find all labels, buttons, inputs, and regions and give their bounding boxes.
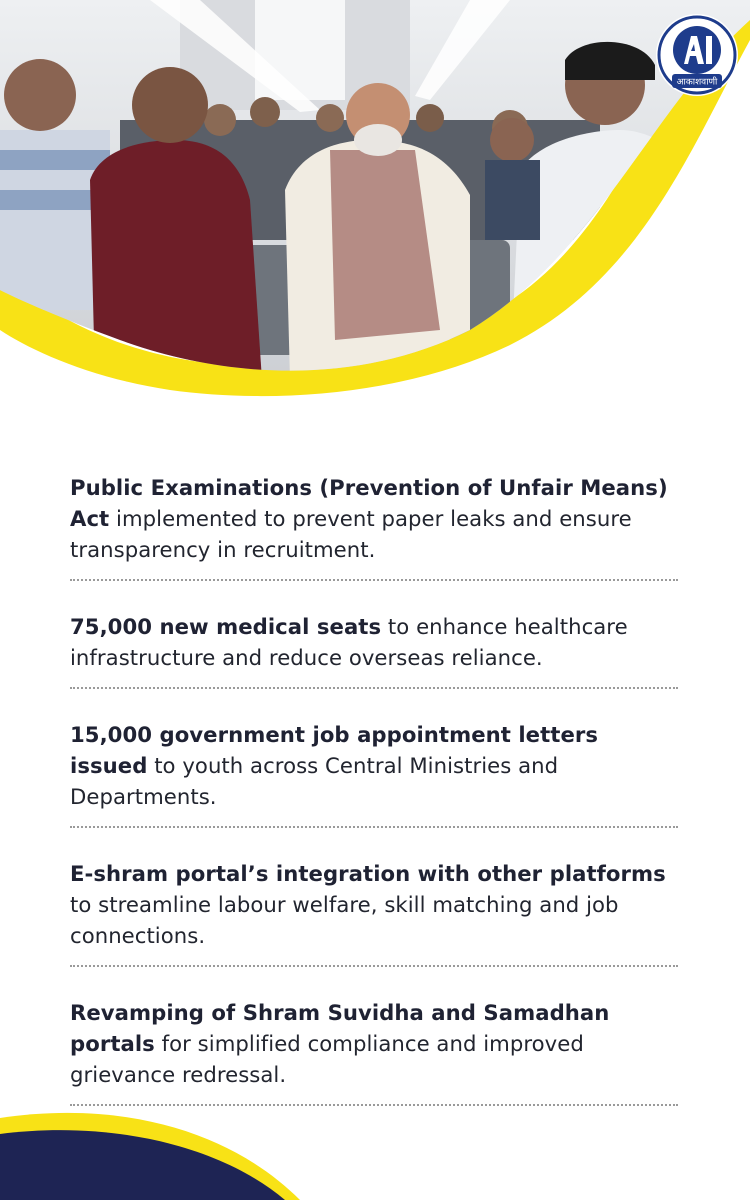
item-bold: E-shram portal’s integration with other platforms <box>70 861 666 886</box>
list-item <box>70 593 678 701</box>
dotted-divider <box>70 687 678 689</box>
item-bold: Revamping of Shram Suvidha and Samadhan portals <box>70 1000 610 1056</box>
dotted-divider <box>70 965 678 967</box>
list-item <box>70 840 678 979</box>
list-item <box>70 701 678 840</box>
logo-label: आकाशवाणी <box>676 77 718 88</box>
all-india-radio-logo <box>654 12 740 98</box>
item-text <box>70 858 678 951</box>
item-bold: 15,000 government job appointment letters issued <box>70 722 599 778</box>
dotted-divider <box>70 826 678 828</box>
item-bold: 75,000 new medical seats <box>70 614 382 639</box>
item-rest: for simplified compliance and improved grievance redressal. <box>70 1031 584 1087</box>
item-rest: to youth across Central Ministries and Departments. <box>70 753 559 809</box>
dotted-divider <box>70 579 678 581</box>
item-rest: implemented to prevent paper leaks and ensure transparency in recruitment. <box>70 506 632 562</box>
achievements-list <box>70 472 678 1118</box>
hero-photo <box>0 0 750 420</box>
item-text <box>70 472 678 565</box>
item-text <box>70 719 678 812</box>
footer-swoosh <box>0 1090 750 1200</box>
item-text <box>70 611 678 673</box>
item-bold: Public Examinations (Prevention of Unfair Means) Act <box>70 475 668 531</box>
item-rest: to streamline labour welfare, skill matching and job connections. <box>70 892 619 948</box>
item-text <box>70 997 678 1090</box>
list-item <box>70 472 678 593</box>
item-rest: to enhance healthcare infrastructure and reduce overseas reliance. <box>70 614 628 670</box>
